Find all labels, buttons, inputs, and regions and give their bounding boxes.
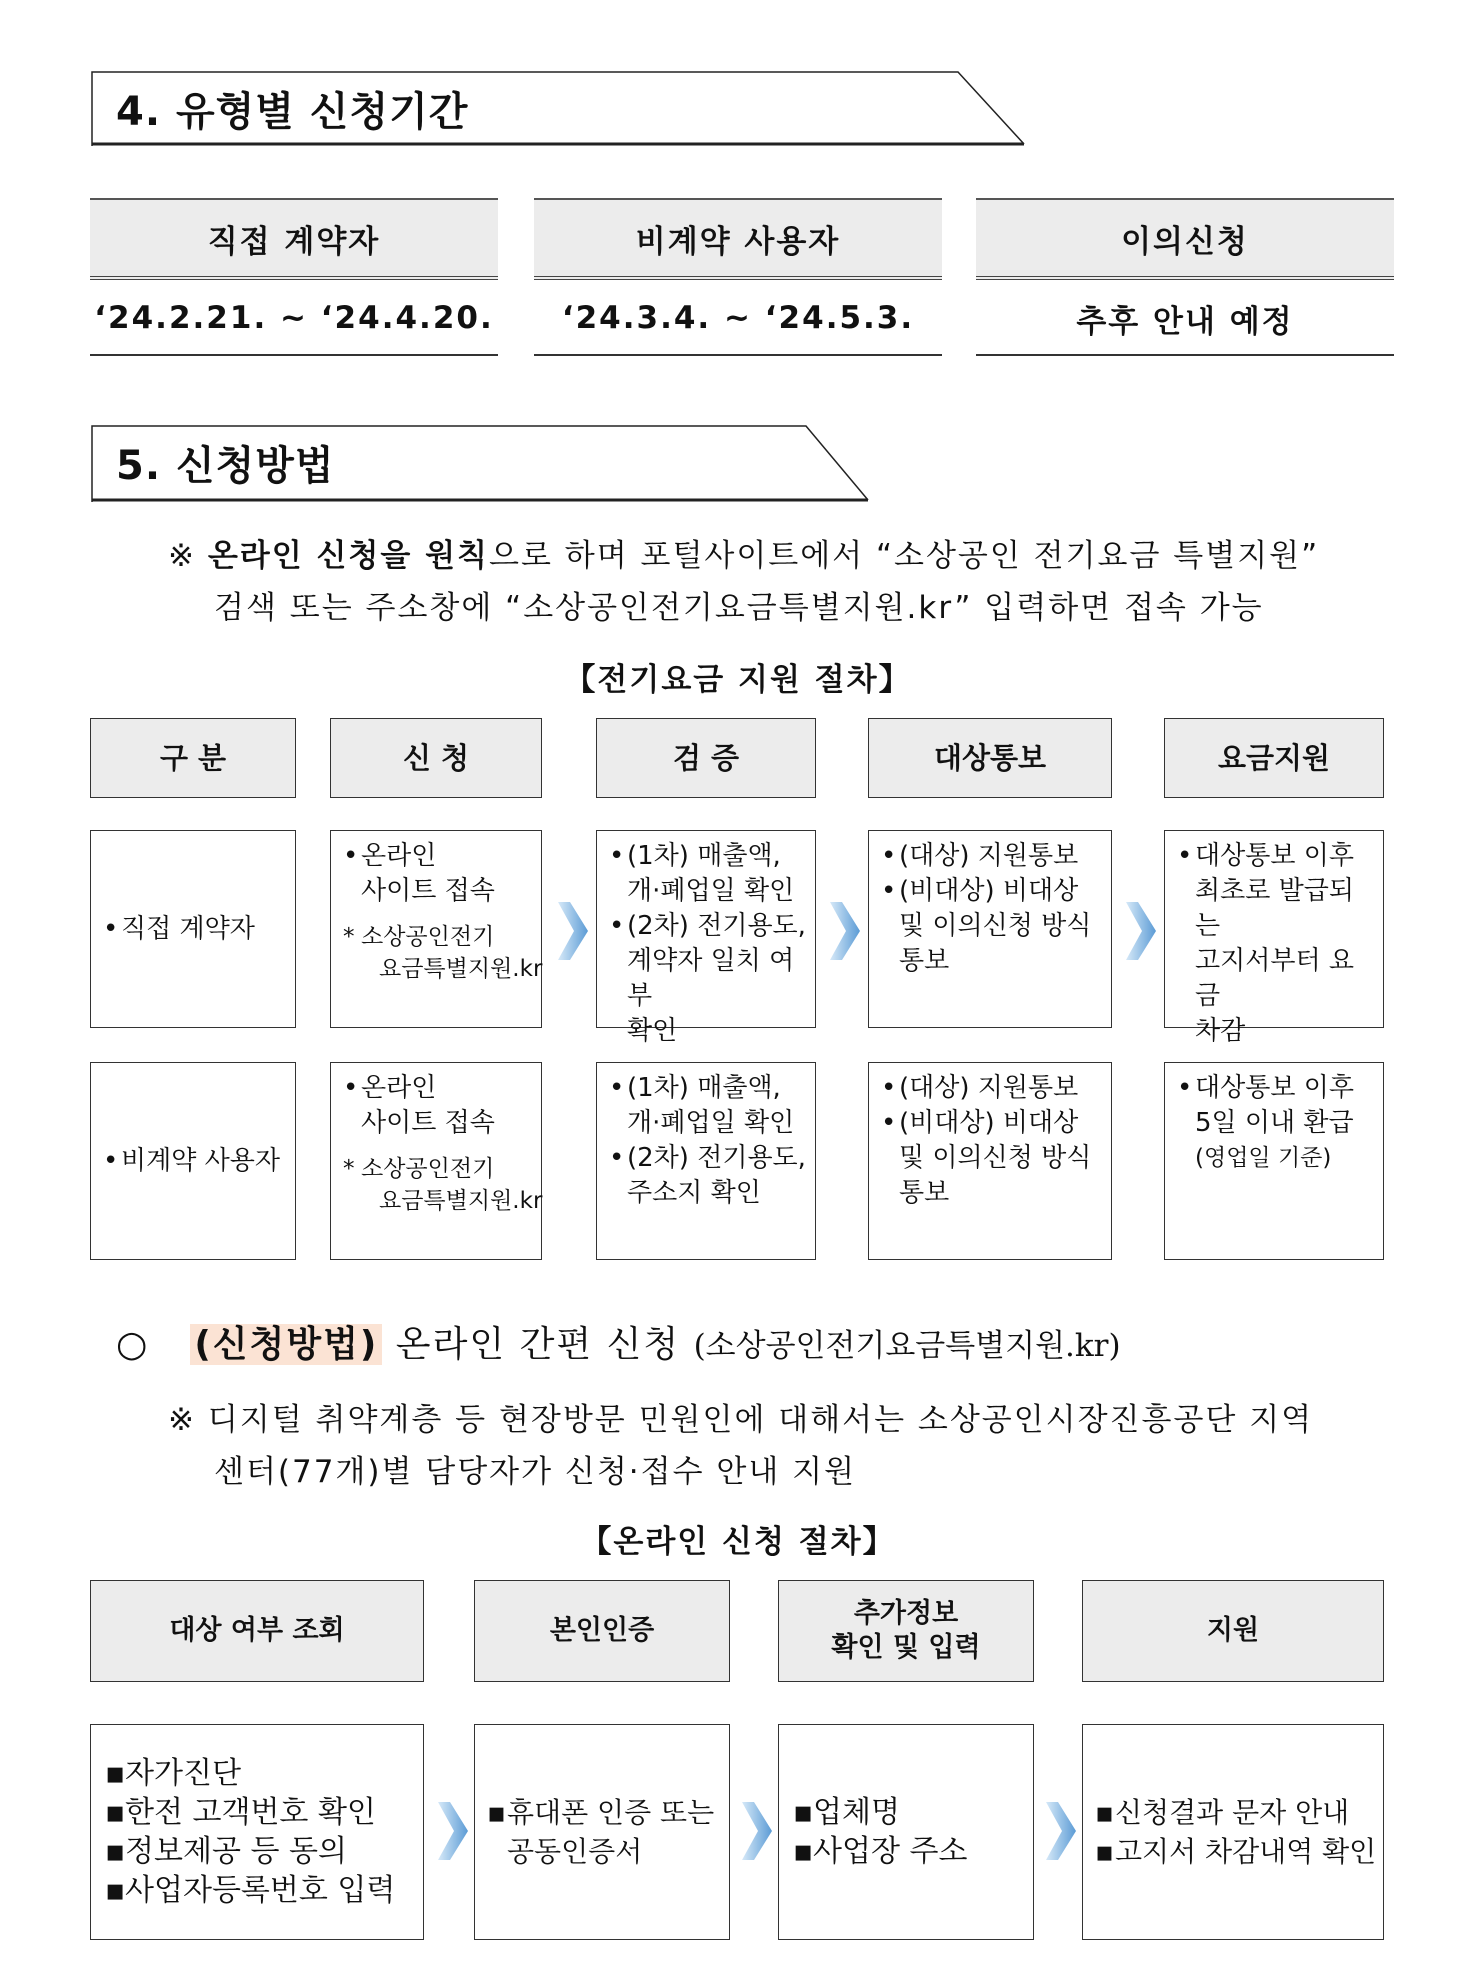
method-line [116, 1316, 1121, 1367]
proc-row2-apply: • 온라인 사이트 접속 * 소상공인전기 요금특별지원.kr [330, 1062, 542, 1260]
notice-mark: ※ [168, 538, 196, 574]
proc-row1-support: • 대상통보 이후 최초로 발급되는 고지서부터 요금 차감 [1164, 830, 1384, 1028]
notice2-line1: ※ 디지털 취약계층 등 현장방문 민원인에 대해서는 소상공인시장진흥공단 지역 [168, 1402, 1314, 1438]
proc-row1-verify: • (1차) 매출액, 개·폐업일 확인 • (2차) 전기용도, 계약자 일치 여부 확인 [596, 830, 816, 1028]
method-url: (소상공인전기요금특별지원.kr) [693, 1328, 1121, 1364]
arrow-right-icon [1126, 902, 1156, 960]
category-label: • 비계약 사용자 [103, 1144, 280, 1179]
online-header-auth: 본인인증 [474, 1580, 730, 1682]
online-header-extra: 추가정보 확인 및 입력 [778, 1580, 1034, 1682]
online-step1: ▪ 자가진단 ▪ 한전 고객번호 확인 ▪ 정보제공 등 동의 ▪ 사업자등록번호 입력 [90, 1724, 424, 1940]
arrow-right-icon [830, 902, 860, 960]
period-value-noncontract: ‘24.3.4. ~ ‘24.5.3. [534, 282, 942, 356]
procedure-caption: 【전기요금 지원 절차】 [564, 662, 912, 698]
method-label: (신청방법) [190, 1324, 382, 1365]
notice1-line2: 검색 또는 주소창에 “소상공인전기요금특별지원.kr” 입력하면 접속 가능 [214, 590, 1264, 626]
circle-bullet-icon: ○ [116, 1324, 150, 1365]
online-step4: ▪ 신청결과 문자 안내 ▪ 고지서 차감내역 확인 [1082, 1724, 1384, 1940]
online-step3: ▪ 업체명 ▪ 사업장 주소 [778, 1724, 1034, 1940]
arrow-right-icon [742, 1802, 772, 1860]
notice-mark: ※ [168, 1402, 196, 1438]
section5-title: 5. 신청방법 [116, 443, 335, 489]
online-step2: ▪ 휴대폰 인증 또는 공동인증서 [474, 1724, 730, 1940]
proc-header-notify: 대상통보 [868, 718, 1112, 798]
notice2-line2: 센터(77개)별 담당자가 신청·접수 안내 지원 [214, 1454, 857, 1490]
proc-header-apply: 신 청 [330, 718, 542, 798]
period-header-objection: 이의신청 [976, 198, 1394, 280]
proc-header-verify: 검 증 [596, 718, 816, 798]
online-caption: 【온라인 신청 절차】 [580, 1524, 896, 1560]
arrow-right-icon [1046, 1802, 1076, 1860]
online-header-check: 대상 여부 조회 [90, 1580, 424, 1682]
period-value-objection: 추후 안내 예정 [976, 282, 1394, 356]
notice1-line1 [168, 530, 1319, 582]
notice1-rest: 으로 하며 포털사이트에서 “소상공인 전기요금 특별지원” [489, 538, 1320, 574]
period-header-direct: 직접 계약자 [90, 198, 498, 280]
arrow-right-icon [558, 902, 588, 960]
period-value-direct: ‘24.2.21. ~ ‘24.4.20. [90, 282, 498, 356]
proc-header-support: 요금지원 [1164, 718, 1384, 798]
notice1-bold: 온라인 신청을 원칙 [207, 538, 489, 574]
proc-header-category: 구 분 [90, 718, 296, 798]
category-label: • 직접 계약자 [103, 912, 255, 947]
proc-row1-apply: • 온라인 사이트 접속 * 소상공인전기 요금특별지원.kr [330, 830, 542, 1028]
period-header-noncontract: 비계약 사용자 [534, 198, 942, 280]
proc-row2-notify: • (대상) 지원통보 • (비대상) 비대상 및 이의신청 방식 통보 [868, 1062, 1112, 1260]
proc-row2-category [90, 1062, 296, 1260]
proc-row1-category [90, 830, 296, 1028]
proc-row1-notify: • (대상) 지원통보 • (비대상) 비대상 및 이의신청 방식 통보 [868, 830, 1112, 1028]
method-text: 온라인 간편 신청 [395, 1324, 681, 1365]
section4-title: 4. 유형별 신청기간 [116, 89, 469, 135]
online-header-support: 지원 [1082, 1580, 1384, 1682]
proc-row2-verify: • (1차) 매출액, 개·폐업일 확인 • (2차) 전기용도, 주소지 확인 [596, 1062, 816, 1260]
proc-row2-support: • 대상통보 이후 5일 이내 환급 (영업일 기준) [1164, 1062, 1384, 1260]
arrow-right-icon [438, 1802, 468, 1860]
